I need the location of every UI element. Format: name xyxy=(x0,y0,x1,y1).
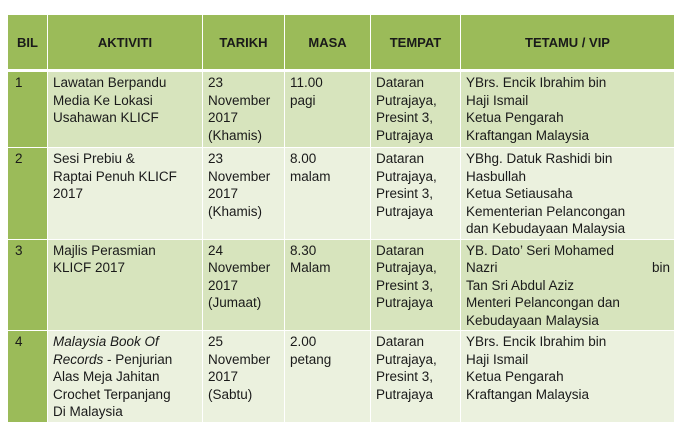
bil-cell: 4 xyxy=(8,331,48,423)
tetamu-line: Ketua Setiausaha xyxy=(466,186,573,201)
tempat-line: Presint 3, xyxy=(376,369,434,384)
header-tempat: TEMPAT xyxy=(371,15,461,72)
tetamu-line: Ketua Pengarah xyxy=(466,369,564,384)
tempat-line: Putrajaya, xyxy=(376,351,437,367)
header-tetamu: TETAMU / VIP xyxy=(461,15,674,72)
tarikh-cell xyxy=(203,240,285,332)
table-row xyxy=(8,240,674,332)
tarikh-line: 2017 xyxy=(208,369,239,384)
tetamu-cell xyxy=(461,148,674,240)
tetamu-line: Tan Sri Abdul Aziz xyxy=(466,277,575,293)
tetamu-line: Menteri Pelancongan dan xyxy=(466,295,620,310)
tempat-line: Putrajaya, xyxy=(376,168,437,184)
tarikh-cell xyxy=(203,148,285,240)
aktiviti-line: Majlis Perasmian xyxy=(53,242,156,258)
tarikh-line: 23 xyxy=(208,75,224,90)
aktiviti-line: 2017 xyxy=(53,186,84,201)
tempat-line: Presint 3, xyxy=(376,110,434,125)
bil-cell: 3 xyxy=(8,240,48,332)
tempat-cell xyxy=(371,72,461,148)
tempat-line: Dataran xyxy=(376,242,425,258)
aktiviti-line: KLICF 2017 xyxy=(53,260,126,275)
tarikh-line: 2017 xyxy=(208,186,239,201)
header-masa: MASA xyxy=(285,15,371,72)
tetamu-line: Nazri bin xyxy=(466,260,670,275)
tetamu-line: Hasbullah xyxy=(466,168,527,184)
aktiviti-line: - Penjurian xyxy=(103,351,173,367)
table-row xyxy=(8,148,674,240)
masa-cell xyxy=(285,72,371,148)
tarikh-cell xyxy=(203,331,285,423)
tarikh-line: (Khamis) xyxy=(208,203,263,219)
header-tarikh: TARIKH xyxy=(203,15,285,72)
header-row xyxy=(8,15,674,72)
aktiviti-line: Alas Meja Jahitan xyxy=(53,369,160,384)
tetamu-line: Ketua Pengarah xyxy=(466,110,564,125)
tetamu-line: YB. Dato’ Seri Mohamed xyxy=(466,242,615,258)
tarikh-line: (Jumaat) xyxy=(208,295,262,310)
masa-cell xyxy=(285,240,371,332)
aktiviti-line: Media Ke Lokasi xyxy=(53,92,153,108)
tetamu-line: YBrs. Encik Ibrahim bin xyxy=(466,75,607,90)
tetamu-line: dan Kebudayaan Malaysia xyxy=(466,221,626,236)
tarikh-line: November xyxy=(208,351,271,367)
tetamu-cell xyxy=(461,331,674,423)
bil-cell: 2 xyxy=(8,148,48,240)
tempat-line: Putrajaya xyxy=(376,386,434,402)
tarikh-line: November xyxy=(208,168,271,184)
aktiviti-line-italic: Malaysia Book Of xyxy=(53,334,159,349)
masa-line: petang xyxy=(290,351,332,367)
aktiviti-line: Lawatan Berpandu xyxy=(53,75,167,90)
aktiviti-line: Sesi Prebiu & xyxy=(53,151,135,166)
aktiviti-line: Raptai Penuh KLICF xyxy=(53,168,177,184)
aktiviti-cell xyxy=(48,331,203,423)
tarikh-line: 2017 xyxy=(208,110,239,125)
tetamu-line: Kementerian Pelancongan xyxy=(466,203,626,219)
tempat-line: Dataran xyxy=(376,151,425,166)
tempat-cell xyxy=(371,331,461,423)
tempat-line: Putrajaya xyxy=(376,203,434,219)
tarikh-line: 24 xyxy=(208,242,224,258)
masa-line: Malam xyxy=(290,260,331,275)
masa-cell xyxy=(285,148,371,240)
tempat-line: Presint 3, xyxy=(376,186,434,201)
tetamu-line: Kraftangan Malaysia xyxy=(466,386,590,402)
table-row xyxy=(8,331,674,423)
aktiviti-cell xyxy=(48,72,203,148)
tetamu-cell xyxy=(461,72,674,148)
table-row xyxy=(8,72,674,148)
tempat-line: Putrajaya, xyxy=(376,260,437,275)
tarikh-line: November xyxy=(208,260,271,275)
tempat-line: Dataran xyxy=(376,334,425,349)
schedule-table xyxy=(8,15,674,423)
aktiviti-cell xyxy=(48,148,203,240)
masa-line: 8.30 xyxy=(290,242,317,258)
tempat-cell xyxy=(371,240,461,332)
tetamu-cell xyxy=(461,240,674,332)
masa-line: 11.00 xyxy=(290,75,323,90)
aktiviti-line: Usahawan KLICF xyxy=(53,110,159,125)
tempat-cell xyxy=(371,148,461,240)
tarikh-line: 2017 xyxy=(208,277,239,293)
tarikh-cell xyxy=(203,72,285,148)
tarikh-line: November xyxy=(208,92,271,108)
aktiviti-line: Crochet Terpanjang xyxy=(53,386,171,402)
masa-line: 2.00 xyxy=(290,334,317,349)
tarikh-line: 23 xyxy=(208,151,224,166)
tempat-line: Putrajaya xyxy=(376,127,434,143)
masa-line: 8.00 xyxy=(290,151,317,166)
tarikh-line: 25 xyxy=(208,334,224,349)
tarikh-line: (Sabtu) xyxy=(208,386,253,402)
tempat-line: Putrajaya xyxy=(376,295,434,310)
tarikh-line: (Khamis) xyxy=(208,127,263,143)
aktiviti-line-italic: Records xyxy=(53,351,104,367)
tetamu-line: Kebudayaan Malaysia xyxy=(466,312,599,328)
aktiviti-cell xyxy=(48,240,203,332)
tetamu-line: Kraftangan Malaysia xyxy=(466,127,590,143)
tetamu-line: Haji Ismail xyxy=(466,92,529,108)
bil-cell: 1 xyxy=(8,72,48,148)
aktiviti-line: Di Malaysia xyxy=(53,404,123,419)
masa-cell xyxy=(285,331,371,423)
masa-line: pagi xyxy=(290,92,316,108)
header-bil: BIL xyxy=(8,15,48,72)
tetamu-line: YBrs. Encik Ibrahim bin xyxy=(466,334,607,349)
tetamu-line: Haji Ismail xyxy=(466,351,529,367)
schedule-table-container xyxy=(8,15,674,423)
tempat-line: Putrajaya, xyxy=(376,92,437,108)
masa-line: malam xyxy=(290,168,331,184)
header-aktiviti: AKTIVITI xyxy=(48,15,203,72)
tempat-line: Presint 3, xyxy=(376,277,434,293)
tempat-line: Dataran xyxy=(376,75,425,90)
tetamu-line: YBhg. Datuk Rashidi bin xyxy=(466,151,613,166)
